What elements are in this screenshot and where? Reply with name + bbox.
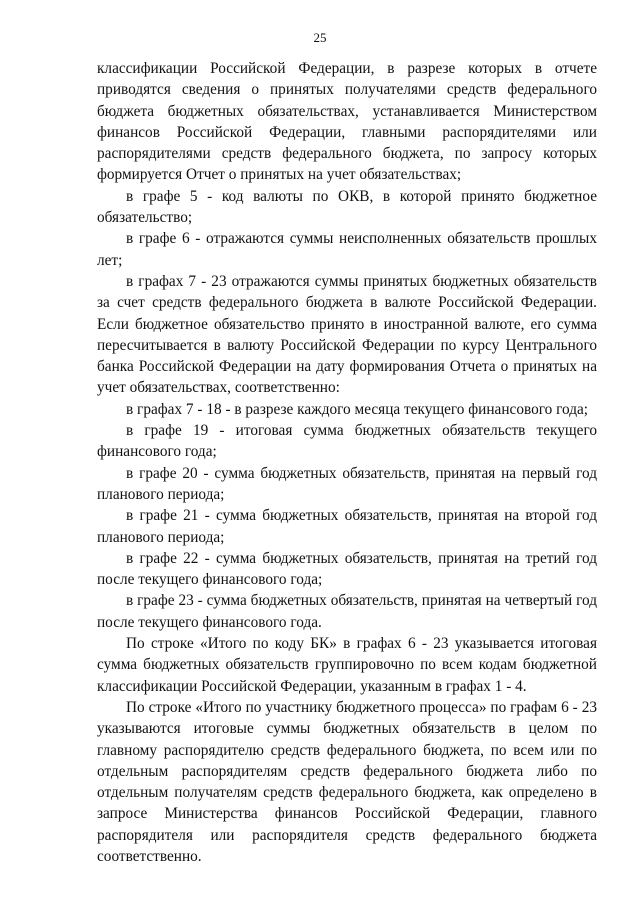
paragraph-classification-continuation: классификации Российской Федерации, в разрезе которых в отчете приводятся сведения о принятых получателями средств федерального бюджета бюджетных обязательствах, устанавливается Министерством финансов Российской Федерации, главными распорядителями или распорядителями средств федерального бюджета, по запросу которых формируется Отчет о принятых на учет обязательствах;: [97, 60, 597, 184]
paragraph-columns-7-18: в графах 7 - 18 - в разрезе каждого месяца текущего финансового года;: [126, 400, 589, 418]
paragraph-column-21: в графе 21 - сумма бюджетных обязательств, принятая на второй год планового периода;: [97, 507, 597, 546]
document-body: [97, 58, 597, 867]
paragraph-column-6: в графе 6 - отражаются суммы неисполненных обязательств прошлых лет;: [97, 230, 597, 269]
paragraph-columns-7-23: в графах 7 - 23 отражаются суммы принятых бюджетных обязательств за счет средств федерального бюджета в валюте Российской Федерации. Если бюджетное обязательство принято в иностранной валюте, его сумма пересчитывается в валюту Российской Федерации по курсу Центрального банка Российской Федерации на дату формирования Отчета о принятых на учет обязательствах, соответственно:: [97, 272, 597, 397]
paragraph-total-by-bk-code: По строке «Итого по коду БК» в графах 6 - 23 указывается итоговая сумма бюджетных обязательств группировочно по всем кодам бюджетной классификации Российской Федерации, указанным в графах 1 - 4.: [97, 635, 597, 695]
paragraph-column-20: в графе 20 - сумма бюджетных обязательств, принятая на первый год планового периода;: [97, 464, 597, 503]
page-number: 25: [313, 30, 327, 45]
paragraph-column-23: в графе 23 - сумма бюджетных обязательств, принятая на четвертый год после текущего финансового года.: [97, 592, 597, 631]
paragraph-column-5: в графе 5 - код валюты по ОКВ, в которой принято бюджетное обязательство;: [97, 187, 597, 227]
paragraph-column-19: в графе 19 - итоговая сумма бюджетных обязательств текущего финансового года;: [97, 422, 597, 461]
paragraph-column-22: в графе 22 - сумма бюджетных обязательств, принятая на третий год после текущего финансового года;: [97, 549, 597, 589]
paragraph-total-by-participant: По строке «Итого по участнику бюджетного процесса» по графам 6 - 23 указываются итоговые суммы бюджетных обязательств в целом по главному распорядителю средств федерального бюджета, по всем или по отдельным распорядителям средств федерального бюджета либо по отдельным получателям средств федерального бюджета, как определено в запросе Министерства финансов Российской Федерации, главного распорядителя или распорядителя средств федерального бюджета соответственно.: [97, 698, 597, 865]
